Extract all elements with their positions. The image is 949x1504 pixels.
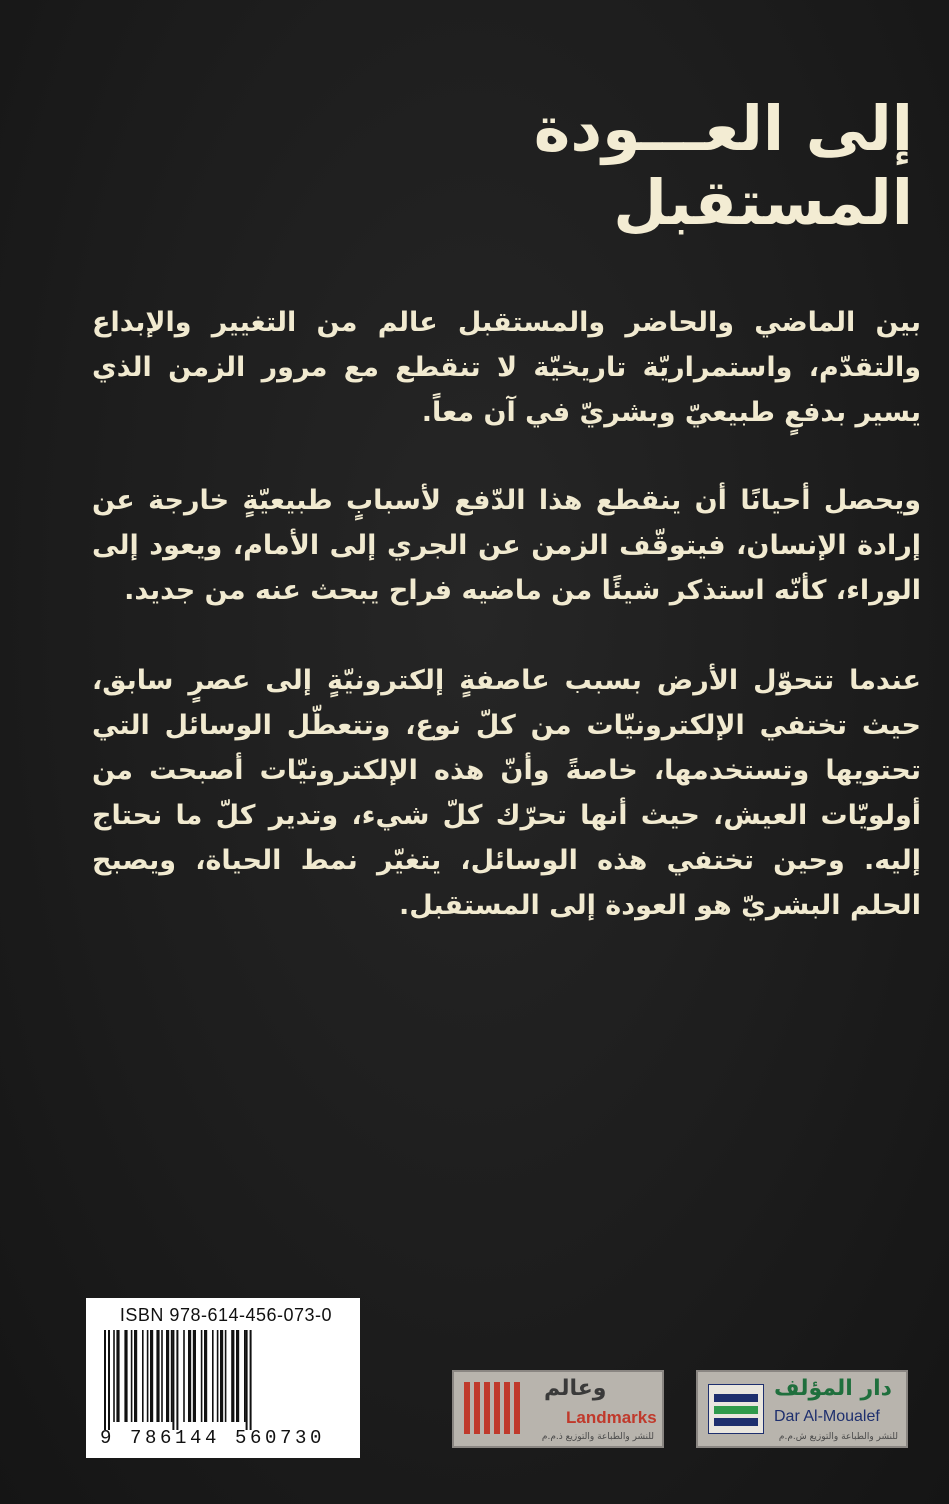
barcode-bar xyxy=(204,1330,207,1422)
dar-latin-name: Dar Al-Moualef xyxy=(774,1408,880,1425)
barcode-bar xyxy=(161,1330,163,1422)
landmarks-publisher-logo xyxy=(452,1370,664,1448)
title-line-2: المستقبل xyxy=(613,166,913,239)
barcode-bar xyxy=(188,1330,191,1422)
blurb-text-2: ويحصل أحيانًا أن ينقطع هذا الدّفع لأسبابٍ طبيعيّةٍ خارجة عن إرادة الإنسان، فيتوقّف الزمن عن الجري إلى الأمام، ويعود إلى الوراء، كأنّه استذكر شيئًا من ماضيه فراح يبحث عنه من جديد. xyxy=(92,485,921,606)
barcode-bar xyxy=(231,1330,234,1422)
barcode-bar xyxy=(171,1330,173,1422)
barcode-guard-bar xyxy=(108,1330,110,1430)
blurb-text-3: عندما تتحوّل الأرض بسبب عاصفةٍ إلكترونيّةٍ إلى عصرٍ سابق، حيث تختفي الإلكترونيّات من كلّ نوع، وتتعطّل الوسائل التي تحتويها وتستخدمها، خاصةً وأنّ هذه الإلكترونيّات أصبحت من أولويّات العيش، حيث أنها تحرّك كلّ شيء، وتدير كلّ ما نحتاج إليه. وحين تختفي هذه الوسائل، يتغيّر نمط الحياة، ويصبح الحلم البشريّ هو العودة إلى المستقبل. xyxy=(92,665,921,921)
dar-arabic-name: دار المؤلف xyxy=(774,1376,892,1401)
barcode-bar xyxy=(113,1330,115,1422)
book-title xyxy=(493,92,913,240)
dar-subtitle: للنشر والطباعة والتوزيع ش.م.م xyxy=(778,1432,898,1442)
barcode-bar xyxy=(193,1330,196,1422)
blurb-paragraph-2 xyxy=(92,478,921,613)
barcode-bar xyxy=(150,1330,153,1422)
blurb-text-1: بين الماضي والحاضر والمستقبل عالم من التغيير والإبداع والتقدّم، واستمراريّة تاريخيّة لا تنقطع مع مرور الزمن الذي يسير بدفعٍ طبيعيّ وبشريّ في آن معاً. xyxy=(92,307,921,428)
barcode-bar xyxy=(212,1330,214,1422)
barcode-bar xyxy=(156,1330,159,1422)
barcode-bar xyxy=(142,1330,144,1422)
barcode-guard-bar xyxy=(250,1330,252,1430)
dar-al-moualef-publisher-logo xyxy=(696,1370,908,1448)
barcode-bar xyxy=(147,1330,149,1422)
barcode-bar xyxy=(183,1330,185,1422)
barcode-bar xyxy=(220,1330,223,1422)
landmarks-bars-icon xyxy=(464,1382,524,1434)
barcode-bar xyxy=(124,1330,127,1422)
barcode-digits: 9 786144 560730 xyxy=(100,1427,326,1449)
title-line-1: إلى العـــودة xyxy=(533,92,913,165)
barcode-guard-bar xyxy=(104,1330,106,1430)
book-stack-icon xyxy=(708,1384,764,1434)
isbn-label: ISBN 978-614-456-073-0 xyxy=(119,1305,333,1325)
landmarks-subtitle: للنشر والطباعة والتوزيع ذ.م.م xyxy=(541,1432,654,1442)
barcode-bar xyxy=(134,1330,137,1422)
barcode-bar xyxy=(225,1330,227,1422)
barcode-bar xyxy=(217,1330,219,1422)
barcode-guard-bar xyxy=(246,1330,248,1430)
landmarks-latin-name: Landmarks xyxy=(566,1408,657,1427)
landmarks-arabic-name: وعالم xyxy=(544,1376,607,1401)
barcode-bar xyxy=(166,1330,169,1422)
barcode-bar xyxy=(131,1330,133,1422)
blurb-paragraph-3 xyxy=(92,658,921,928)
isbn-barcode xyxy=(86,1298,360,1458)
barcode-bar xyxy=(244,1330,246,1422)
barcode-guard-bar xyxy=(176,1330,178,1430)
barcode-guard-bar xyxy=(172,1330,174,1430)
barcode-bar xyxy=(116,1330,119,1422)
blurb-paragraph-1 xyxy=(92,300,921,435)
barcode-bar xyxy=(236,1330,239,1422)
barcode-bar xyxy=(201,1330,203,1422)
barcode-bars xyxy=(100,1330,350,1430)
